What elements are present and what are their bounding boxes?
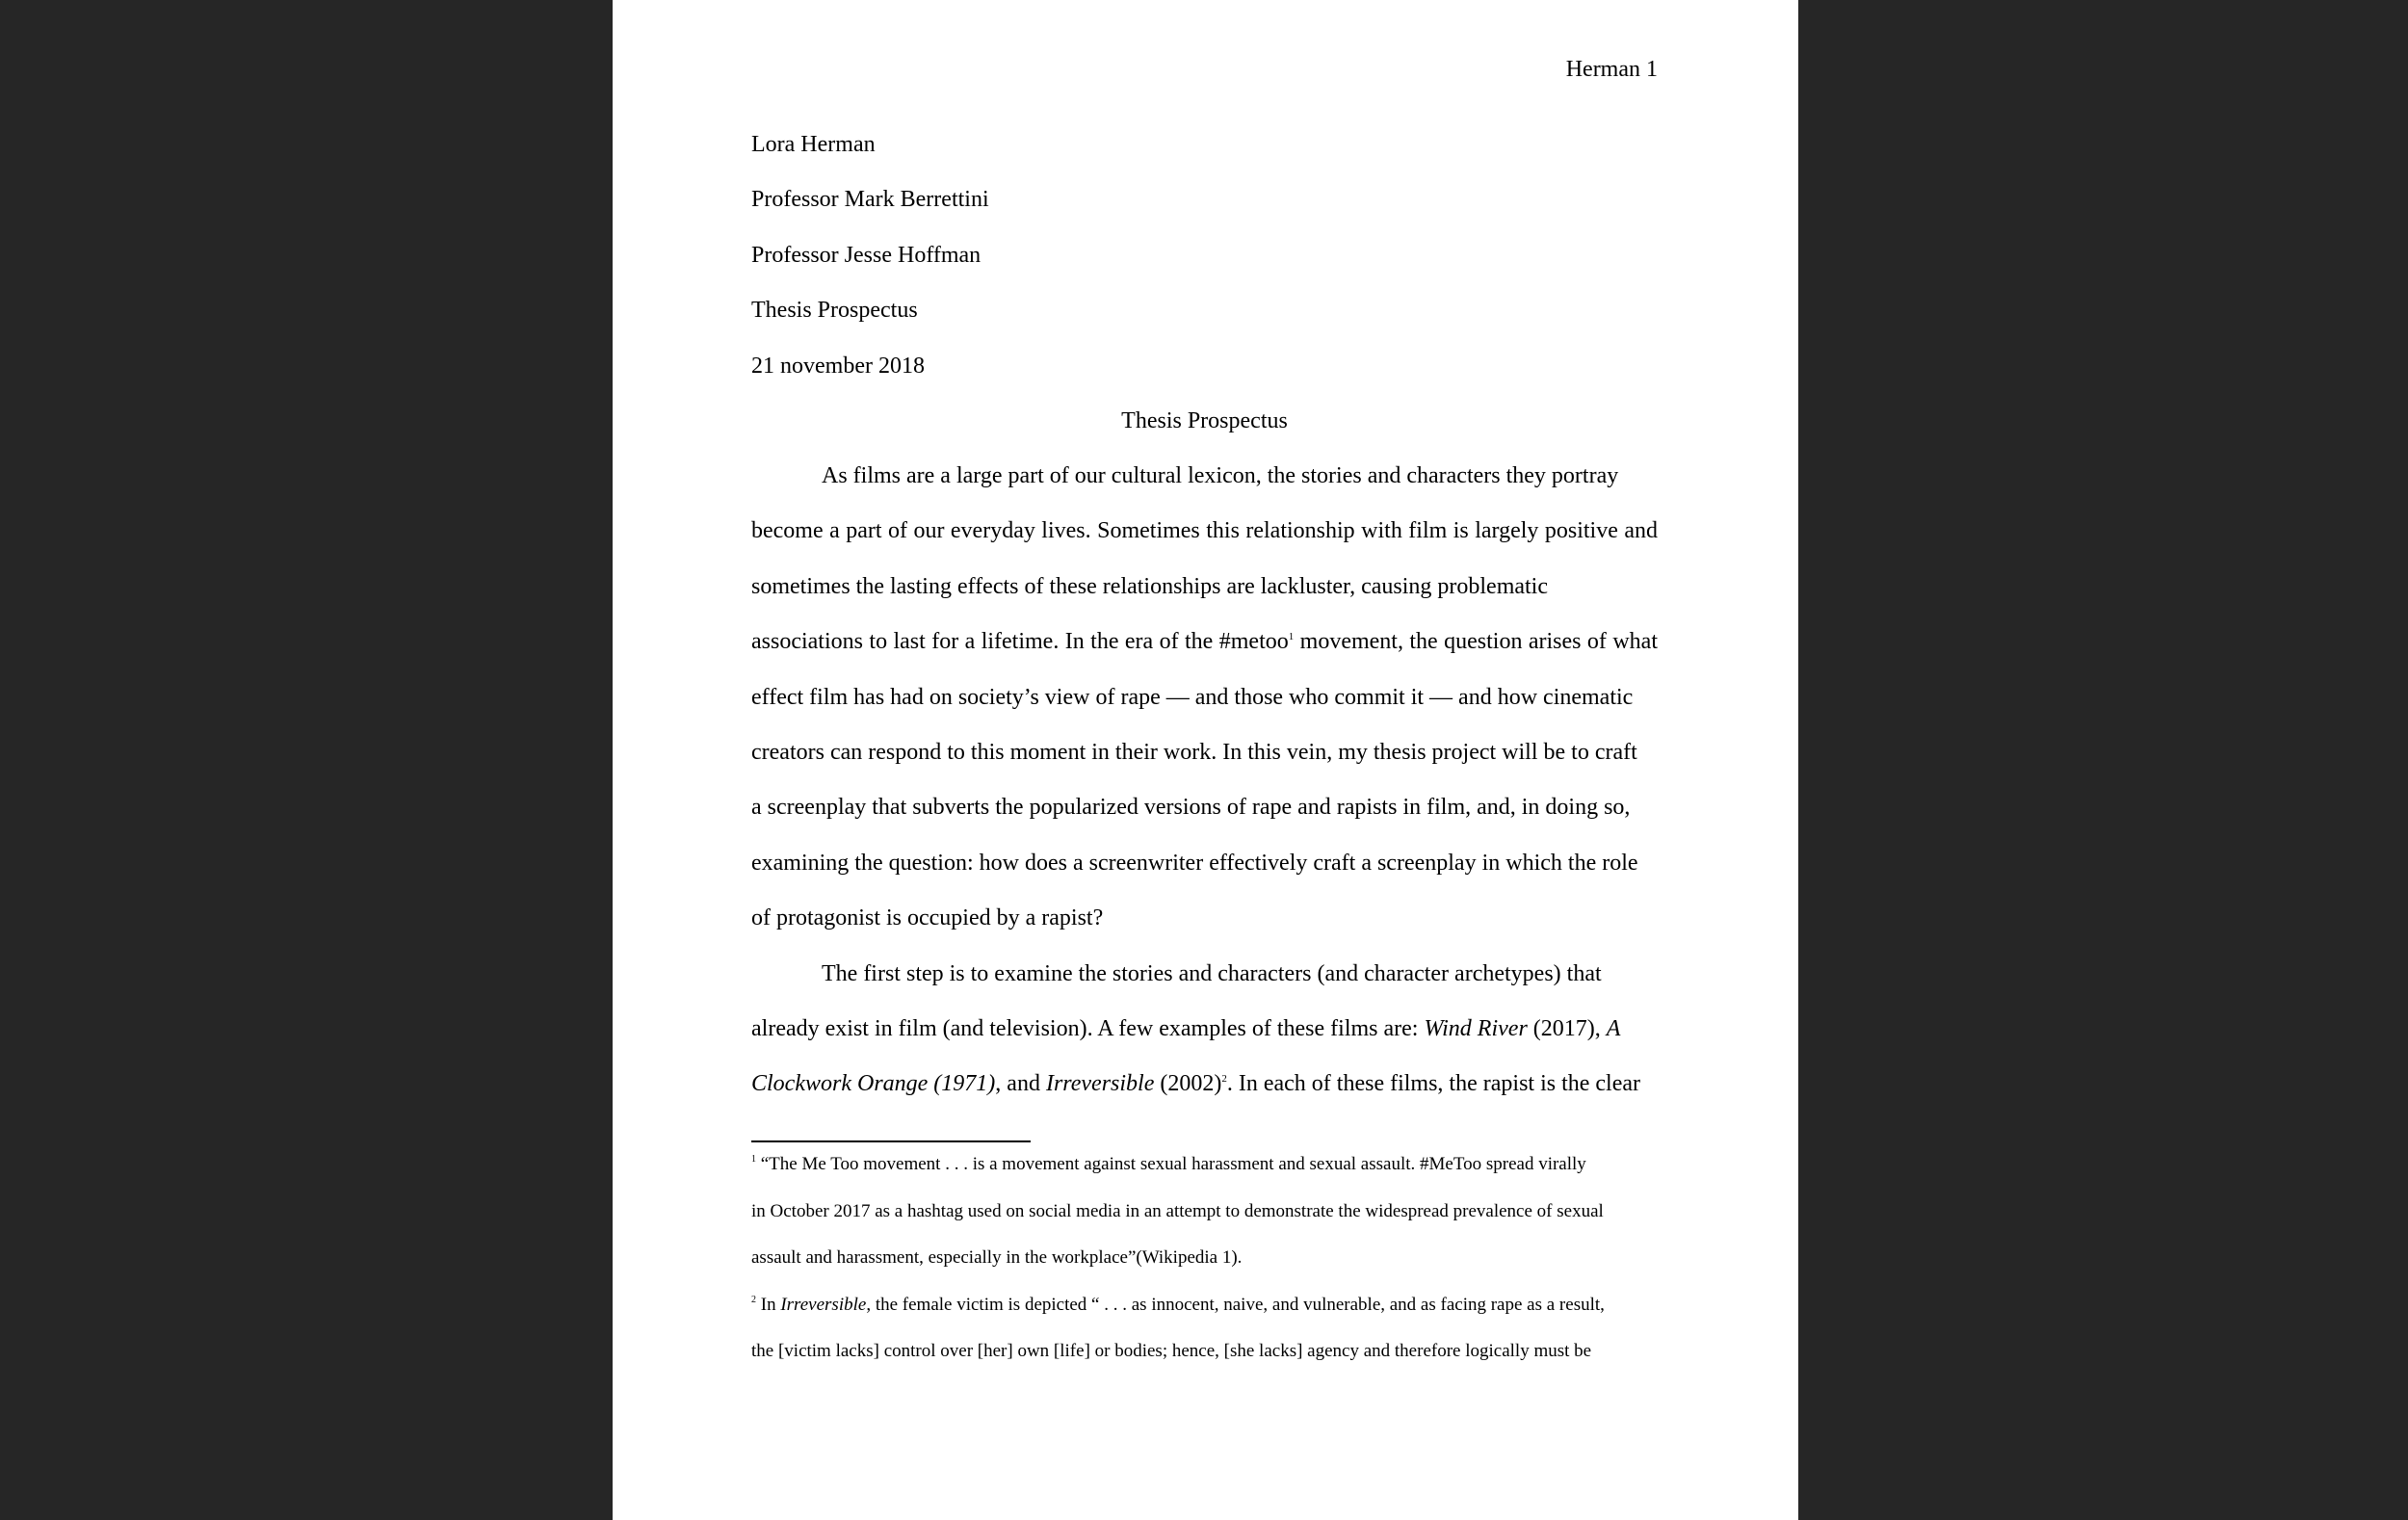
- professor-line-1: Professor Mark Berrettini: [751, 187, 989, 213]
- document-title: Thesis Prospectus: [1121, 408, 1288, 433]
- body-text: [751, 460, 1658, 1124]
- footnote-separator: [751, 1140, 1031, 1142]
- body-text-run: movement, the question arises of what: [1294, 629, 1658, 655]
- footnote-mark-2: 2: [751, 1294, 756, 1305]
- body-line: a screenplay that subverts the popularized versions of rape and rapists in film, and, in doing so,: [751, 795, 1631, 821]
- body-line: As films are a large part of our cultural lexicon, the stories and characters they portray: [822, 463, 1619, 488]
- body-line: [751, 1013, 1658, 1068]
- footnote-text-run: In: [756, 1294, 781, 1315]
- course-line: Thesis Prospectus: [751, 298, 918, 324]
- footnote-ref-1: 1: [1288, 631, 1295, 643]
- body-line: creators can respond to this moment in their work. In this vein, my thesis project will be to craft: [751, 739, 1637, 765]
- body-line: [751, 1068, 1658, 1123]
- footnote-1-line: in October 2017 as a hashtag used on social media in an attempt to demonstrate the widespread prevalence of sexual: [751, 1200, 1604, 1221]
- body-text-run: already exist in film (and television). A few examples of these films are:: [751, 1015, 1425, 1041]
- body-text-run: (2017),: [1527, 1015, 1607, 1041]
- body-line: effect film has had on society’s view of rape — and those who commit it — and how cinematic: [751, 684, 1634, 710]
- footnote-mark-1: 1: [751, 1154, 756, 1165]
- footnotes: [751, 1152, 1658, 1386]
- footnote-1-line: assault and harassment, especially in the workplace”(Wikipedia 1).: [751, 1247, 1243, 1269]
- mla-heading: [751, 129, 1658, 406]
- body-line: [751, 626, 1658, 681]
- body-text-run: . In each of these films, the rapist is the clear: [1226, 1071, 1641, 1097]
- footnote-2-line: the [victim lacks] control over [her] own [life] or bodies; hence, [she lacks] agency and therefore logically must be: [751, 1341, 1592, 1362]
- body-line: become a part of our everyday lives. Sometimes this relationship with film is largely positive and: [751, 518, 1658, 544]
- professor-line-2: Professor Jesse Hoffman: [751, 242, 982, 268]
- film-title-clockwork-orange-start: A: [1606, 1015, 1621, 1041]
- footnote-text-run: “The Me Too movement . . . is a movement against sexual harassment and sexual assault. #MeToo spread virally: [756, 1154, 1586, 1174]
- document-page: [613, 0, 1798, 1520]
- running-head: Herman 1: [1565, 57, 1658, 82]
- film-title-irreversible: Irreversible: [1045, 1071, 1155, 1097]
- film-title-irreversible: Irreversible: [780, 1294, 867, 1315]
- footnote-ref-2: 2: [1221, 1073, 1227, 1086]
- body-line: of protagonist is occupied by a rapist?: [751, 905, 1104, 931]
- author-name: Lora Herman: [751, 132, 876, 157]
- body-text-run: , and: [995, 1071, 1046, 1097]
- body-text-run: (2002): [1154, 1071, 1222, 1097]
- body-line: The first step is to examine the stories and characters (and character archetypes) that: [822, 960, 1602, 986]
- body-text-run: associations to last for a lifetime. In the era of the #metoo: [751, 629, 1289, 655]
- footnote-1-line: [751, 1152, 1658, 1199]
- film-title-wind-river: Wind River: [1424, 1015, 1528, 1041]
- film-title-clockwork-orange: Clockwork Orange (1971): [751, 1071, 996, 1097]
- date-line: 21 november 2018: [751, 353, 925, 379]
- body-line: examining the question: how does a screenwriter effectively craft a screenplay in which the role: [751, 850, 1638, 876]
- footnote-2-line: [751, 1293, 1658, 1340]
- footnote-text-run: , the female victim is depicted “ . . . as innocent, naive, and vulnerable, and as facing rape as a result,: [866, 1294, 1605, 1315]
- body-line: sometimes the lasting effects of these relationships are lackluster, causing problematic: [751, 573, 1549, 599]
